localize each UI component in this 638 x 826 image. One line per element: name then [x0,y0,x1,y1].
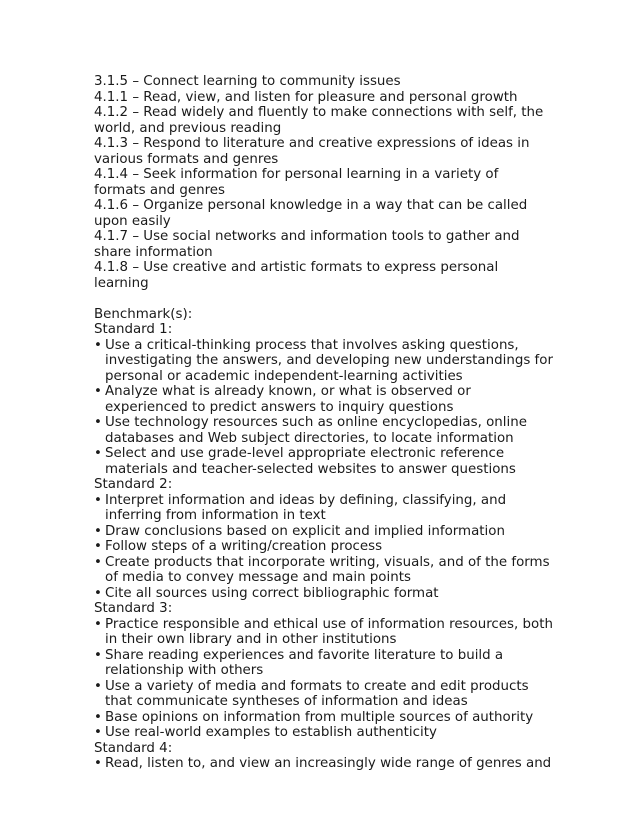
benchmark-item: • Cite all sources using correct bibliographic format [94,586,554,602]
benchmark-list [94,617,554,741]
benchmark-item: • Practice responsible and ethical use of information resources, both in their own library and in other institutions [94,617,554,648]
standard-section [94,322,554,477]
objective-line: 3.1.5 – Connect learning to community issues [94,74,401,89]
benchmark-item: • Use technology resources such as online encyclopedias, online databases and Web subject directories, to locate information [94,415,554,446]
benchmark-item: • Use a variety of media and formats to create and edit products that communicate syntheses of information and ideas [94,679,554,710]
benchmark-item: • Create products that incorporate writing, visuals, and of the forms of media to convey message and main points [94,555,554,586]
benchmarks-heading: Benchmark(s): [94,306,193,322]
document-page [94,74,554,772]
objective-line: 4.1.2 – Read widely and fluently to make connections with self, the world, and previous reading [94,105,544,136]
standard-label: Standard 3: [94,601,173,616]
standard-label: Standard 1: [94,322,173,337]
objective-line: 4.1.7 – Use social networks and information tools to gather and share information [94,229,520,260]
benchmark-item: • Read, listen to, and view an increasingly wide range of genres and [94,756,554,772]
benchmark-list [94,493,554,602]
spacer [94,291,554,307]
benchmark-item: • Interpret information and ideas by defining, classifying, and inferring from information in text [94,493,554,524]
benchmark-item: • Follow steps of a writing/creation process [94,539,554,555]
benchmark-item: • Select and use grade-level appropriate electronic reference materials and teacher-selected websites to answer questions [94,446,554,477]
standard-label: Standard 2: [94,477,173,492]
benchmark-item: • Analyze what is already known, or what is observed or experienced to predict answers to inquiry questions [94,384,554,415]
objective-line: 4.1.4 – Seek information for personal learning in a variety of formats and genres [94,167,499,198]
objectives-list [94,74,554,291]
benchmark-item: • Use real-world examples to establish authenticity [94,725,554,741]
benchmark-item: • Use a critical-thinking process that involves asking questions, investigating the answers, and developing new understandings for personal or academic independent-learning activities [94,338,554,385]
benchmark-list [94,338,554,478]
objective-line: 4.1.1 – Read, view, and listen for pleasure and personal growth [94,89,518,105]
objective-line: 4.1.3 – Respond to literature and creative expressions of ideas in various formats and genres [94,136,530,167]
standard-section [94,741,554,772]
benchmark-item: • Base opinions on information from multiple sources of authority [94,710,554,726]
benchmark-item: • Share reading experiences and favorite literature to build a relationship with others [94,648,554,679]
objective-line: 4.1.6 – Organize personal knowledge in a way that can be called upon easily [94,198,528,229]
standard-section [94,477,554,601]
benchmark-list [94,756,554,772]
standard-label: Standard 4: [94,740,173,756]
objective-line: 4.1.8 – Use creative and artistic formats to express personal learning [94,260,499,291]
standard-section [94,601,554,741]
benchmark-item: • Draw conclusions based on explicit and implied information [94,524,554,540]
